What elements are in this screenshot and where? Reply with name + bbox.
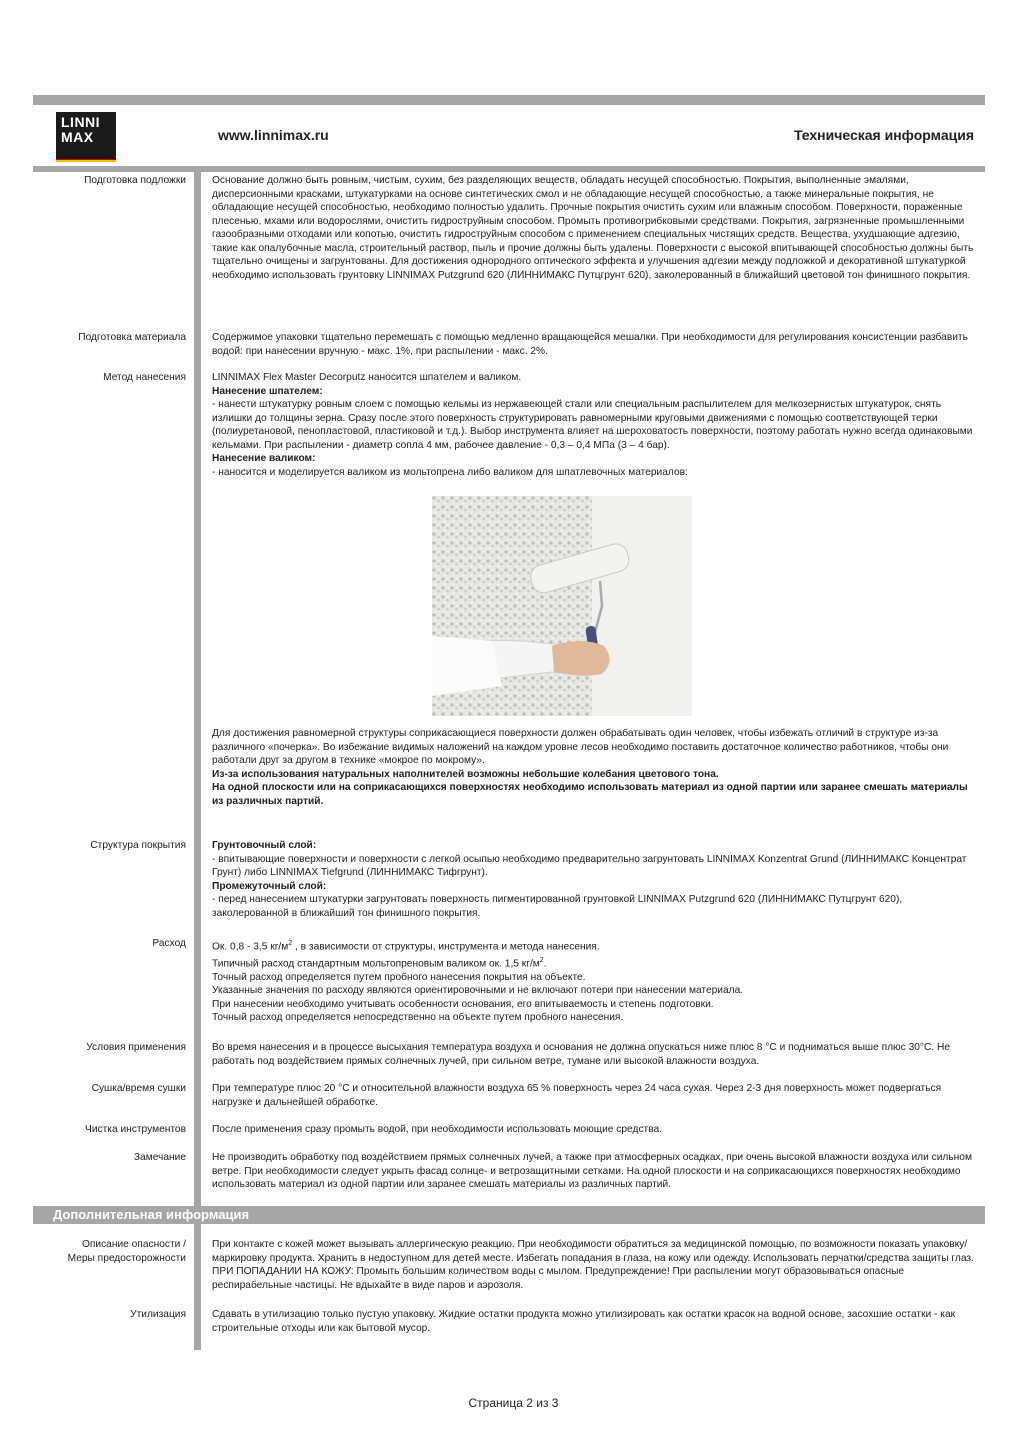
method-uniform-text: Для достижения равномерной структуры соприкасающиеся поверхности должен обрабатывать один человек, чтобы избежать отличий в структуре из-за различного «почерка». Во избежание видимых наложений на каждом уровне лесов необходимо поставить достаточное количество работников, чтобы они работали друг за другом в технике «мокрое по мокрому». [212, 728, 949, 766]
text-method-notes [212, 727, 980, 808]
structure-heading-primer: Грунтовочный слой: [212, 840, 317, 851]
consumption-line6: Точный расход определяется непосредственно на объекте путем пробного нанесения. [212, 1012, 624, 1024]
text-coating-structure [212, 839, 980, 920]
text-disposal: Сдавать в утилизацию только пустую упаковку. Жидкие остатки продукта можно утилизировать как остатки красок на водной основе, засохшие остатки - как строительные отходы или как бытовой мусор. [212, 1309, 956, 1334]
text-application-method [212, 371, 980, 479]
method-trowel-text: - нанести штукатурку ровным слоем с помощью кельмы из нержавеющей стали или специальным распылителем для мелкозернистых штукатурок, снять излишки до толщины зерна. Сразу после этого поверхность структурировать равномерными круговыми движениями с помощью соответствующей терки (полиуретановой, пенопластовой, пластиковой и т.д.). Выбор инструмента влияет на шероховатость поверхности, поэтому работать нужно всегда одинаковыми кельмами. При распылении - диаметр сопла 4 мм, рабочее давление - 0,3 – 0,4 МПа (3 – 4 бар). [212, 399, 973, 451]
text-remark: Не производить обработку под воздействием прямых солнечных лучей, а также при атмосферных осадках, при очень высокой влажности воздуха или сильном ветре. При необходимости следует укрыть фасад солнце- и ветрозащитными сетками. На одной плоскости и на соприкасающихся поверхностях необходимо использовать материал из одной партии или заранее смешать материалы из различных партий. [212, 1152, 972, 1190]
label-consumption: Расход [152, 938, 186, 949]
label-substrate-prep: Подготовка подложки [84, 175, 186, 186]
section-additional-info: Дополнительная информация [33, 1206, 985, 1224]
header-divider [33, 166, 985, 172]
column-divider [194, 172, 201, 1206]
label-disposal: Утилизация [130, 1309, 186, 1320]
label-tool-cleaning: Чистка инструментов [85, 1124, 186, 1135]
text-material-prep: Содержимое упаковки тщательно перемешать с помощью медленно вращающейся мешалки. При необходимости для регулирования консистенции разбавить водой: при нанесении вручную - макс. 1%, при распылении - макс. 2%. [212, 332, 968, 357]
column-divider [194, 1224, 201, 1350]
top-bar [33, 95, 985, 105]
text-consumption [212, 937, 980, 1025]
text-substrate-prep: Основание должно быть ровным, чистым, сухим, без разделяющих веществ, обладать несущей способностью. Покрытия, выполненные эмалями, дисперсионными красками, штукатурками на основе синтетических смол и не обладающие несущей способностью, а также минеральные покрытия, не обладающие несущей способностью, необходимо полностью удалить. Прочные покрытия очистить сухим или влажным способом. Поверхности, пораженные плесенью, мхами или водорослями, очистить гидроструйным способом. Промыть противогрибковыми средствами. Покрытия, загрязненные промышленными газообразными отходами или копотью, очистить гидроструйным способом с применением специальных чистящих средств. Вещества, ухудшающие адгезию, такие как опалубочные масла, строительный раствор, пыль и прочие должны быть удалены. Поверхности с высокой впитывающей способностью должны быть тщательно очищены и загрунтованы. Для достижения однородного оптического эффекта и улучшения адгезии между подложкой и декоративной штукатуркой необходимо использовать грунтовку LINNIMAX Putzgrund 620 (ЛИННИМАКС Путцгрунт 620), заколерованный в ближайший цветовой тон финишного покрытия. [212, 175, 974, 281]
linnimax-logo [56, 112, 116, 162]
method-roller-text: - наносится и моделируется валиком из мольтопрена либо валиком для шпатлевочных материалов: [212, 466, 688, 478]
consumption-line5: При нанесении необходимо учитывать особенности основания, его впитываемость и степень подготовки. [212, 998, 714, 1010]
logo-line1: LINNI [61, 114, 101, 130]
text-drying: При температуре плюс 20 °С и относительной влажности воздуха 65 % поверхность через 24 часа сухая. Через 2-3 дня поверхность может подвергаться нагрузке и дальнейшей обработке. [212, 1083, 942, 1108]
label-hazard: Описание опасности / Меры предосторожности [67, 1239, 186, 1264]
consumption-line2: Типичный расход стандартным мольтопреновым валиком ок. 1,5 $кг/м^2$. [212, 956, 547, 970]
method-intro: LINNIMAX Flex Master Decorputz наносится шпателем и валиком. [212, 372, 522, 383]
label-application-method: Метод нанесения [103, 372, 186, 383]
logo-line2: MAX [61, 129, 94, 145]
text-hazard: При контакте с кожей может вызывать аллергическую реакцию. При необходимости обратиться за медицинской помощью, по возможности показать упаковку/маркировку продукта. Хранить в недоступном для детей месте. Избегать попадания в глаза, на кожу или одежду. Использовать перчатки/средства защиты глаз. ПРИ ПОПАДАНИИ НА КОЖУ: Промыть большим количеством воды с мылом. Предупреждение! При распылении могут образовываться опасные респирабельные частицы. Не вдыхайте в виде паров и аэрозоля. [212, 1239, 974, 1291]
roller-application-photo [432, 496, 692, 716]
website-url[interactable]: www.linnimax.ru [218, 127, 329, 143]
method-color-warning: Из-за использования натуральных наполнителей возможны небольшие колебания цветового тона. [212, 768, 719, 780]
text-conditions: Во время нанесения и в процессе высыхания температура воздуха и основания не должна опускаться ниже плюс 8 °С и подниматься выше плюс 30°С. Не работать под воздействием прямых солнечных лучей, при сильном ветре, тумане или высокой влажности воздуха. [212, 1042, 951, 1067]
label-material-prep: Подготовка материала [78, 332, 186, 343]
text-tool-cleaning: После применения сразу промыть водой, при необходимости использовать моющие средства. [212, 1124, 662, 1135]
label-drying: Сушка/время сушки [91, 1083, 186, 1094]
structure-intermediate-text: - перед нанесением штукатурки загрунтовать поверхность пигментированной грунтовкой LINNIMAX Putzgrund 620 (ЛИННИМАКС Путцгрунт 620), заколерованной в ближайший тон финишного покрытия. [212, 894, 903, 919]
method-batch-warning: На одной плоскости или на соприкасающихся поверхностях необходимо использовать материал из одной партии или заранее смешать материалы из различных партий. [212, 782, 968, 807]
consumption-line4: Указанные значения по расходу являются ориентировочными и не включают потери при нанесении материала. [212, 985, 744, 997]
label-conditions: Условия применения [86, 1042, 186, 1053]
page-number: Страница 2 из 3 [468, 1396, 559, 1410]
document-title: Техническая информация [793, 127, 974, 143]
consumption-line1: Ок. 0,8 - 3,5 $кг/м^2$ , в зависимости от структуры, инструмента и метода нанесения. [212, 940, 600, 953]
method-heading-trowel: Нанесение шпателем: [212, 385, 323, 397]
structure-primer-text: - впитывающие поверхности и поверхности с легкой осыпью необходимо предварительно загрунтовать LINNIMAX Konzentrat Grund (ЛИННИМАКС Концентрат Грунт) либо LINNIMAX Tiefgrund (ЛИННИМАКС Тифгрунт). [212, 853, 967, 878]
method-heading-roller: Нанесение валиком: [212, 453, 316, 464]
label-coating-structure: Структура покрытия [90, 840, 186, 851]
german-flag-icon [56, 157, 116, 162]
structure-heading-intermediate: Промежуточный слой: [212, 880, 327, 892]
label-remark: Замечание [133, 1152, 186, 1163]
consumption-line3: Точный расход определяется путем пробного нанесения покрытия на объекте. [212, 971, 586, 983]
